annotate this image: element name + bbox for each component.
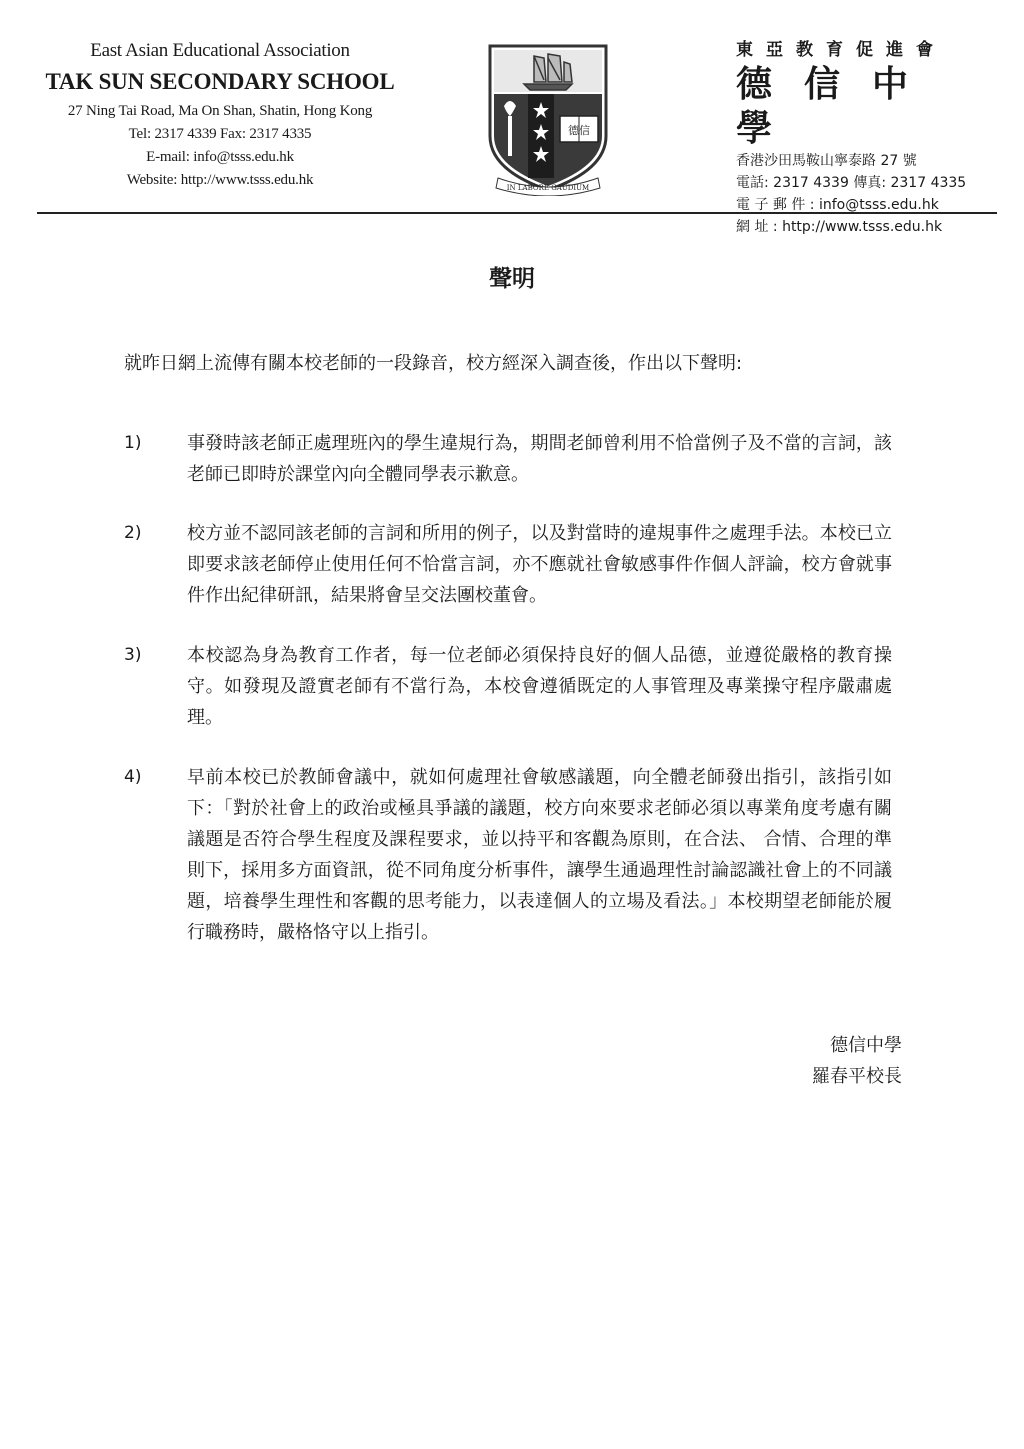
tel-fax-en: Tel: 2317 4339 Fax: 2317 4335 (128, 126, 312, 142)
signature-block (812, 1030, 902, 1092)
item-text: 校方並不認同該老師的言詞和所用的例子，以及對當時的違規事件之處理手法。本校已立即要求該老師停止使用任何不恰當言詞，亦不應就社會敏感事件作個人評論，校方會就事件作出紀律研訊，結果將會呈交法團校董會。 (187, 523, 892, 606)
item-number: 4) (124, 767, 142, 787)
website-en: Website: http://www.tsss.edu.hk (126, 172, 314, 188)
school-name-zh: 德信中學 (736, 64, 941, 148)
crest-book-text: 德信 (568, 124, 590, 137)
item-number: 2) (124, 523, 142, 543)
item-text: 本校認為身為教育工作者，每一位老師必須保持良好的個人品德，並遵從嚴格的教育操守。如發現及證實老師有不當行為，本校會遵循既定的人事管理及專業操守程序嚴肅處理。 (187, 645, 892, 728)
crest-motto: IN LABORE GAUDIUM (506, 184, 590, 192)
association-name-zh: 東亞教育促進會 (736, 40, 946, 59)
signature-school: 德信中學 (830, 1035, 902, 1056)
school-name-en: TAK SUN SECONDARY SCHOOL (45, 69, 395, 94)
school-crest-logo (484, 40, 612, 196)
letterhead-chinese (736, 38, 986, 238)
email-zh: 電 子 郵 件 : info@tsss.edu.hk (736, 197, 939, 213)
signature-principal: 羅春平校長 (812, 1066, 902, 1087)
document-title: 聲明 (489, 266, 535, 292)
crest-shield-icon (484, 40, 612, 196)
website-zh: 網 址 : http://www.tsss.edu.hk (736, 219, 943, 235)
header-divider (37, 212, 997, 214)
address-en: 27 Ning Tai Road, Ma On Shan, Shatin, Hong Kong (67, 103, 373, 119)
association-name-en: East Asian Educational Association (90, 40, 350, 61)
item-number: 3) (124, 645, 142, 665)
tel-fax-zh: 電話: 2317 4339 傳真: 2317 4335 (736, 175, 967, 191)
address-zh: 香港沙田馬鞍山寧泰路 27 號 (736, 153, 917, 169)
email-en: E-mail: info@tsss.edu.hk (146, 149, 294, 165)
item-text: 事發時該老師正處理班內的學生違規行為，期間老師曾利用不恰當例子及不當的言詞，該老師已即時於課堂內向全體同學表示歉意。 (187, 433, 892, 485)
statement-intro: 就昨日網上流傳有關本校老師的一段錄音，校方經深入調查後，作出以下聲明: (124, 353, 743, 374)
item-text: 早前本校已於教師會議中，就如何處理社會敏感議題，向全體老師發出指引，該指引如下：「對於社會上的政治或極具爭議的議題，校方向來要求老師必須以專業角度考慮有關議題是否符合學生程度及課程要求，並以持平和客觀為原則，在合法、 合情、合理的準則下，採用多方面資訊，從不同角度分析事件，讓學生通過理性討論認識社會上的不同議題，培養學生理性和客觀的思考能力，以表達個人的立場及看法。」本校期望老師能於履行職務時，嚴格恪守以上指引。 (187, 767, 892, 943)
letterhead-english (40, 38, 400, 192)
item-number: 1) (124, 433, 142, 453)
